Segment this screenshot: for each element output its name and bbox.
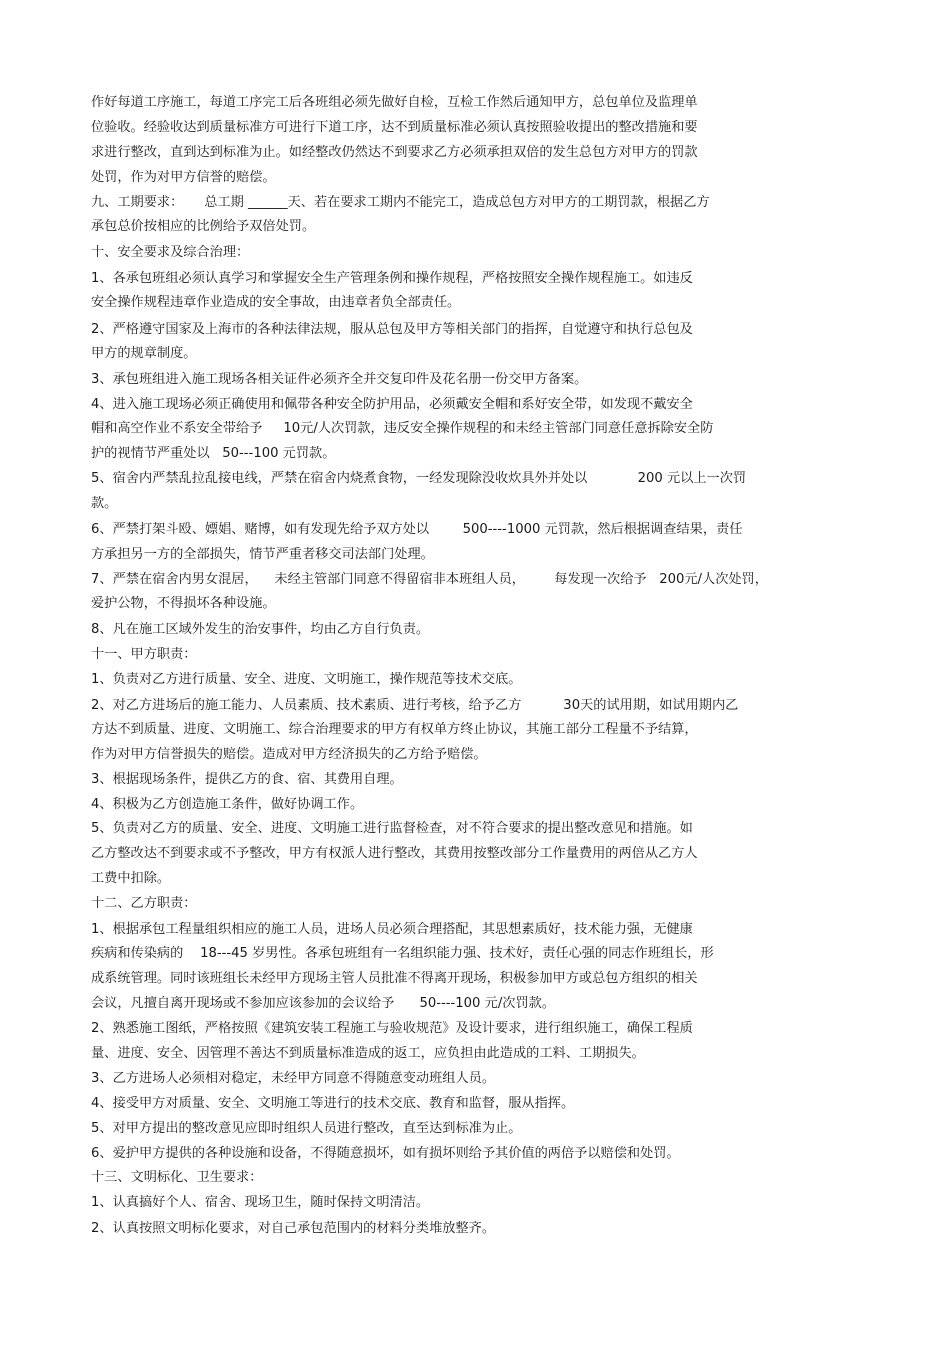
text-line: 十、安全要求及综合治理： <box>91 245 250 260</box>
text-line: 十一、甲方职责： <box>91 647 197 662</box>
text-line: 方承担另一方的全部损失，情节严重者移交司法部门处理。 <box>91 547 434 562</box>
text-line: 8、凡在施工区域外发生的治安事件，均由乙方自行负责。 <box>91 622 430 637</box>
text-line: 5、负责对乙方的质量、安全、进度、文明施工进行监督检查，对不符合要求的提出整改意见和措施。如 <box>91 821 693 836</box>
text-line: 6、爱护甲方提供的各种设施和设备，不得随意损坏，如有损坏则给予其价值的两倍予以赔偿和处罚。 <box>91 1146 680 1161</box>
text-line: 爱护公物，不得损坏各种设施。 <box>91 596 276 611</box>
text-line: 求进行整改，直到达到标准为止。如经整改仍然达不到要求乙方必须承担双倍的发生总包方对甲方的罚款 <box>91 145 698 160</box>
text-line: 2、熟悉施工图纸，严格按照《建筑安装工程施工与验收规范》及设计要求，进行组织施工，确保工程质 <box>91 1021 693 1036</box>
text-line: 2、对乙方进场后的施工能力、人员素质、技术素质、进行考核，给予乙方 30天的试用期，如试用期内乙 <box>91 698 739 713</box>
text-line: 作为对甲方信誉损失的赔偿。造成对甲方经济损失的乙方给予赔偿。 <box>91 747 487 762</box>
text-line: 5、对甲方提出的整改意见应即时组织人员进行整改，直至达到标准为止。 <box>91 1121 522 1136</box>
text-line: 承包总价按相应的比例给予双倍处罚。 <box>91 219 316 234</box>
text-line: 成系统管理。同时该班组长未经甲方现场主管人员批准不得离开现场，积极参加甲方或总包方组织的相关 <box>91 971 698 986</box>
text-line: 5、宿舍内严禁乱拉乱接电线，严禁在宿舍内烧煮食物，一经发现除没收炊具外并处以 200 元以上一次罚 <box>91 471 747 486</box>
text-line: 1、根据承包工程量组织相应的施工人员，进场人员必须合理搭配，其思想素质好，技术能力强，无健康 <box>91 922 693 937</box>
text-line: 4、进入施工现场必须正确使用和佩带各种安全防护用品，必须戴安全帽和系好安全带，如发现不戴安全 <box>91 397 693 412</box>
text-line: 款。 <box>91 496 118 511</box>
text-line: 作好每道工序施工，每道工序完工后各班组必须先做好自检，互检工作然后通知甲方，总包单位及监理单 <box>91 95 698 110</box>
text-line: 3、乙方进场人必须相对稳定，未经甲方同意不得随意变动班组人员。 <box>91 1071 496 1086</box>
text-line: 方达不到质量、进度、文明施工、综合治理要求的甲方有权单方终止协议，其施工部分工程量不予结算， <box>91 722 698 737</box>
text-line: 甲方的规章制度。 <box>91 346 197 361</box>
text-line: 工费中扣除。 <box>91 871 171 886</box>
text-line: 会议，凡擅自离开现场或不参加应该参加的会议给予 50----100 元/次罚款。 <box>91 996 556 1011</box>
text-line: 1、负责对乙方进行质量、安全、进度、文明施工，操作规范等技术交底。 <box>91 672 522 687</box>
text-line: 4、接受甲方对质量、安全、文明施工等进行的技术交底、教育和监督，服从指挥。 <box>91 1096 575 1111</box>
text-line: 7、严禁在宿舍内男女混居， 未经主管部门同意不得留宿非本班组人员， 每发现一次给予 200元/人次处罚， <box>91 572 768 587</box>
text-line: 位验收。经验收达到质量标准方可进行下道工序，达不到质量标准必须认真按照验收提出的整改措施和要 <box>91 120 698 135</box>
text-line: 安全操作规程违章作业造成的安全事故，由违章者负全部责任。 <box>91 295 461 310</box>
text-line: 处罚，作为对甲方信誉的赔偿。 <box>91 170 276 185</box>
text-line: 护的视情节严重处以 50---100 元罚款。 <box>91 446 336 461</box>
text-line: 6、严禁打架斗殴、嫖娼、赌博，如有发现先给予双方处以 500----1000 元罚款，然后根据调查结果，责任 <box>91 522 743 537</box>
text-line: 乙方整改达不到要求或不予整改，甲方有权派人进行整改，其费用按整改部分工作量费用的两倍从乙方人 <box>91 846 698 861</box>
text-line: 3、根据现场条件，提供乙方的食、宿、其费用自理。 <box>91 772 403 787</box>
text-line: 帽和高空作业不系安全带给予 10元/人次罚款，违反安全操作规程的和未经主管部门同意任意拆除安全防 <box>91 421 714 436</box>
text-line: 量、进度、安全、因管理不善达不到质量标准造成的返工，应负担由此造成的工料、工期损失。 <box>91 1046 645 1061</box>
text-line: 十三、文明标化、卫生要求： <box>91 1170 263 1185</box>
text-line: 疾病和传染病的 18---45 岁男性。各承包班组有一名组织能力强、技术好，责任心强的同志作班组长，形 <box>91 946 714 961</box>
text-line: 十二、乙方职责： <box>91 896 197 911</box>
text-line: 4、积极为乙方创造施工条件，做好协调工作。 <box>91 797 364 812</box>
text-line: 1、各承包班组必须认真学习和掌握安全生产管理条例和操作规程，严格按照安全操作规程施工。如违反 <box>91 271 693 286</box>
text-line: 2、认真按照文明标化要求，对自己承包范围内的材料分类堆放整齐。 <box>91 1221 496 1236</box>
text-line: 2、严格遵守国家及上海市的各种法律法规，服从总包及甲方等相关部门的指挥，自觉遵守和执行总包及 <box>91 322 693 337</box>
text-line: 九、工期要求： 总工期 ______天、若在要求工期内不能完工，造成总包方对甲方的工期罚款，根据乙方 <box>91 195 710 210</box>
text-line: 3、承包班组进入施工现场各相关证件必须齐全并交复印件及花名册一份交甲方备案。 <box>91 372 588 387</box>
text-line: 1、认真搞好个人、宿舍、现场卫生，随时保持文明清洁。 <box>91 1195 430 1210</box>
